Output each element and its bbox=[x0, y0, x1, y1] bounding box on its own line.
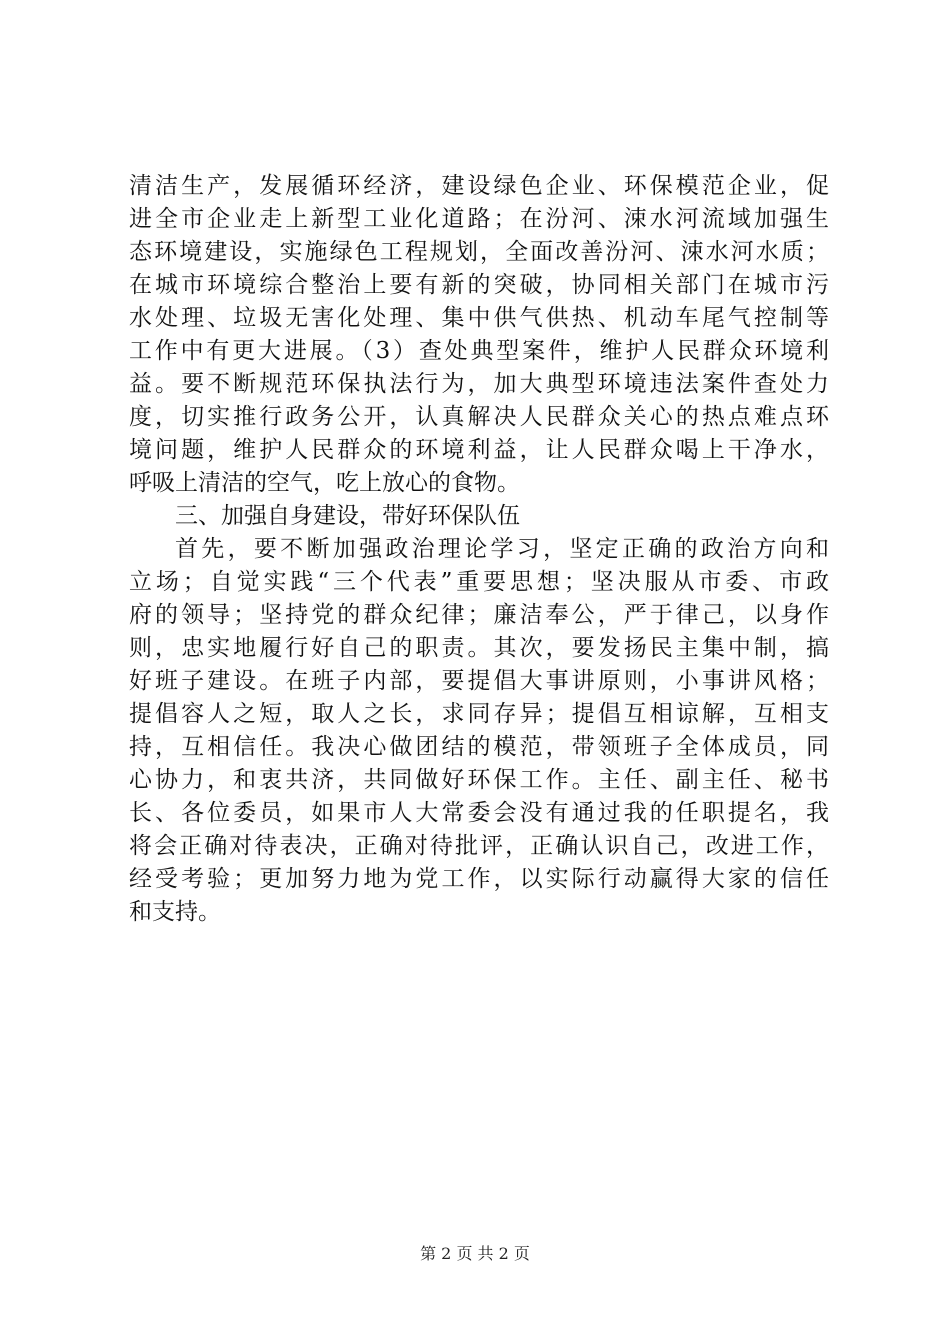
paragraph-1-line-10: 呼吸上清洁的空气，吃上放心的食物。 bbox=[129, 470, 520, 496]
paragraph-3-line-8: 心协力，和衷共济，共同做好环保工作。主任、副主任、秘书 bbox=[129, 767, 829, 793]
paragraph-3-line-2: 立场；自觉实践“三个代表”重要思想；坚决服从市委、市政 bbox=[129, 569, 829, 595]
paragraph-1-line-6: 工作中有更大进展。（3）查处典型案件，维护人民群众环境利 bbox=[129, 338, 829, 364]
paragraph-3-line-10: 将会正确对待表决，正确对待批评，正确认识自己，改进工作， bbox=[129, 833, 829, 859]
section-heading: 三、加强自身建设，带好环保队伍 bbox=[175, 503, 520, 529]
paragraph-3-line-12: 和支持。 bbox=[129, 899, 221, 925]
page-footer: 第 2 页 共 2 页 bbox=[420, 1244, 530, 1263]
paragraph-3-line-3: 府的领导；坚持党的群众纪律；廉洁奉公，严于律己，以身作 bbox=[129, 602, 829, 628]
paragraph-1-line-9: 境问题，维护人民群众的环境利益，让人民群众喝上干净水， bbox=[129, 437, 829, 463]
paragraph-3-line-4: 则，忠实地履行好自己的职责。其次，要发扬民主集中制，搞 bbox=[129, 635, 829, 661]
paragraph-1-line-2: 进全市企业走上新型工业化道路；在汾河、涑水河流域加强生 bbox=[129, 206, 829, 232]
paragraph-1-line-7: 益。要不断规范环保执法行为，加大典型环境违法案件查处力 bbox=[129, 371, 829, 397]
paragraph-3-line-1: 首先，要不断加强政治理论学习，坚定正确的政治方向和 bbox=[175, 536, 829, 562]
paragraph-3-line-9: 长、各位委员，如果市人大常委会没有通过我的任职提名，我 bbox=[129, 800, 829, 826]
paragraph-1-line-1: 清洁生产，发展循环经济，建设绿色企业、环保模范企业，促 bbox=[129, 173, 829, 199]
paragraph-3-line-7: 持，互相信任。我决心做团结的模范，带领班子全体成员，同 bbox=[129, 734, 829, 760]
paragraph-3-line-11: 经受考验；更加努力地为党工作，以实际行动赢得大家的信任 bbox=[129, 866, 829, 892]
paragraph-3-line-5: 好班子建设。在班子内部，要提倡大事讲原则，小事讲风格； bbox=[129, 668, 829, 694]
paragraph-1-line-4: 在城市环境综合整治上要有新的突破，协同相关部门在城市污 bbox=[129, 272, 829, 298]
body-text bbox=[129, 170, 829, 929]
paragraph-3-line-6: 提倡容人之短，取人之长，求同存异；提倡互相谅解，互相支 bbox=[129, 701, 829, 727]
paragraph-1-line-3: 态环境建设，实施绿色工程规划，全面改善汾河、涑水河水质； bbox=[129, 239, 829, 265]
paragraph-1-line-5: 水处理、垃圾无害化处理、集中供气供热、机动车尾气控制等 bbox=[129, 305, 829, 331]
paragraph-1-line-8: 度，切实推行政务公开，认真解决人民群众关心的热点难点环 bbox=[129, 404, 829, 430]
